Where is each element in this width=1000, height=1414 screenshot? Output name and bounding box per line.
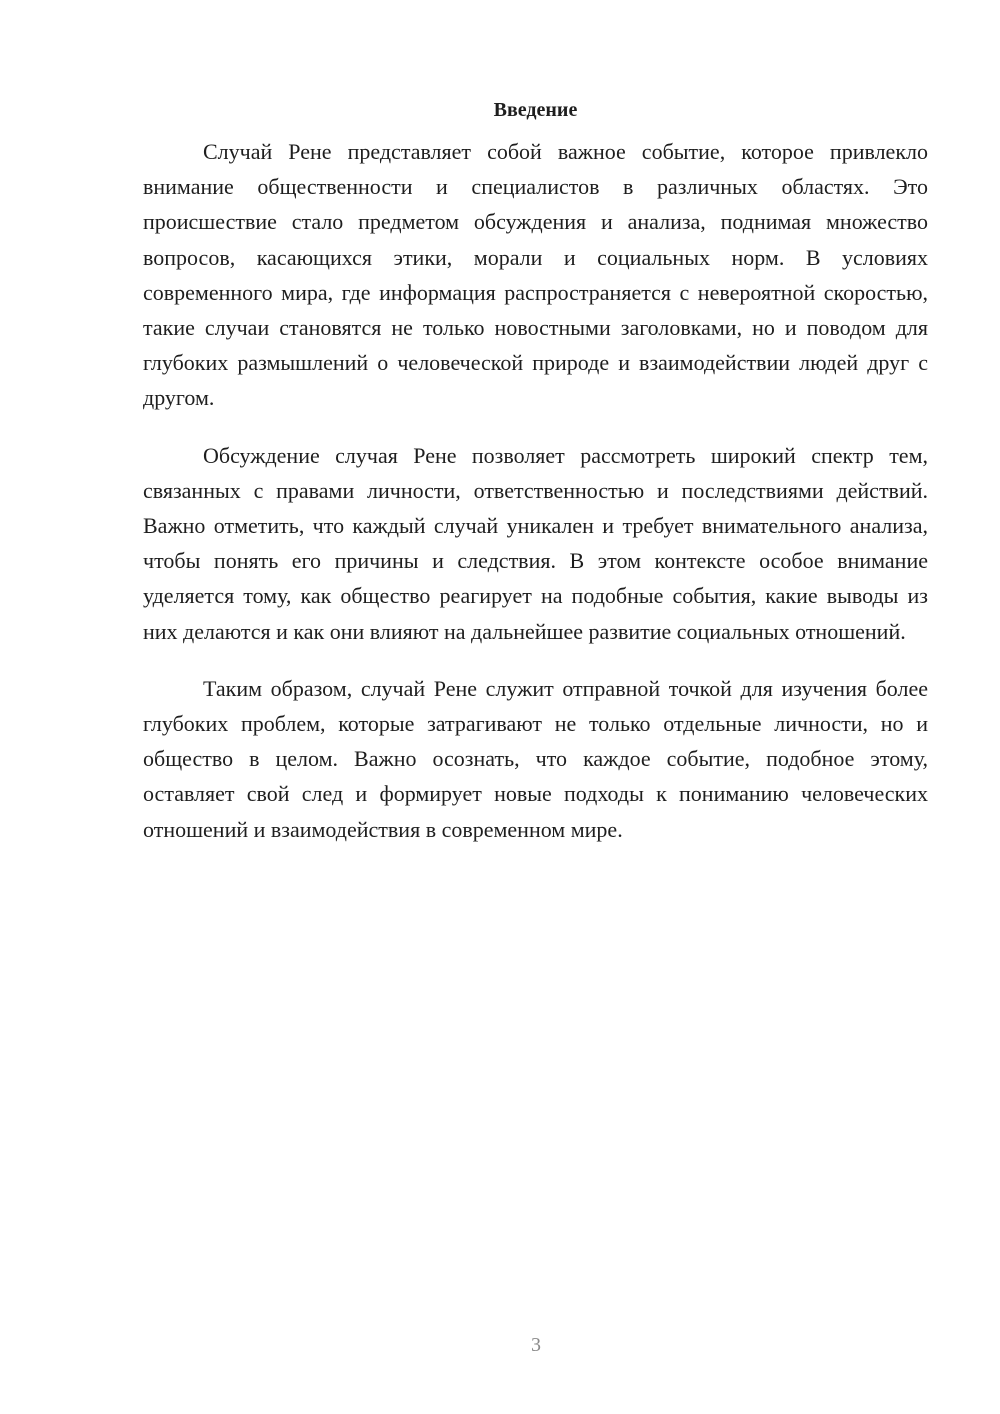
- page-content: [143, 92, 928, 869]
- paragraph-1: Случай Рене представляет собой важное событие, которое привлекло внимание общественности и специалистов в различных областях. Это происшествие стало предметом обсуждения и анализа, поднимая множество вопросов, касающихся этики, морали и социальных норм. В условиях современного мира, где информация распространяется с невероятной скоростью, такие случаи становятся не только новостными заголовками, но и поводом для глубоких размышлений о человеческой природе и взаимодействии людей друг с другом.: [143, 139, 928, 411]
- paragraph-2: Обсуждение случая Рене позволяет рассмотреть широкий спектр тем, связанных с правами личности, ответственностью и последствиями действий. Важно отметить, что каждый случай уникален и требует внимательного анализа, чтобы понять его причины и следствия. В этом контексте особое внимание уделяется тому, как общество реагирует на подобные события, какие выводы из них делаются и как они влияют на дальнейшее развитие социальных отношений.: [143, 442, 928, 644]
- paragraph-3: Таким образом, случай Рене служит отправной точкой для изучения более глубоких проблем, которые затрагивают не только отдельные личности, но и общество в целом. Важно осознать, что каждое событие, подобное этому, оставляет свой след и формирует новые подходы к пониманию человеческих отношений и взаимодействия в современном мире.: [143, 675, 928, 842]
- section-title: Введение: [493, 99, 578, 121]
- page-number: 3: [531, 1334, 541, 1356]
